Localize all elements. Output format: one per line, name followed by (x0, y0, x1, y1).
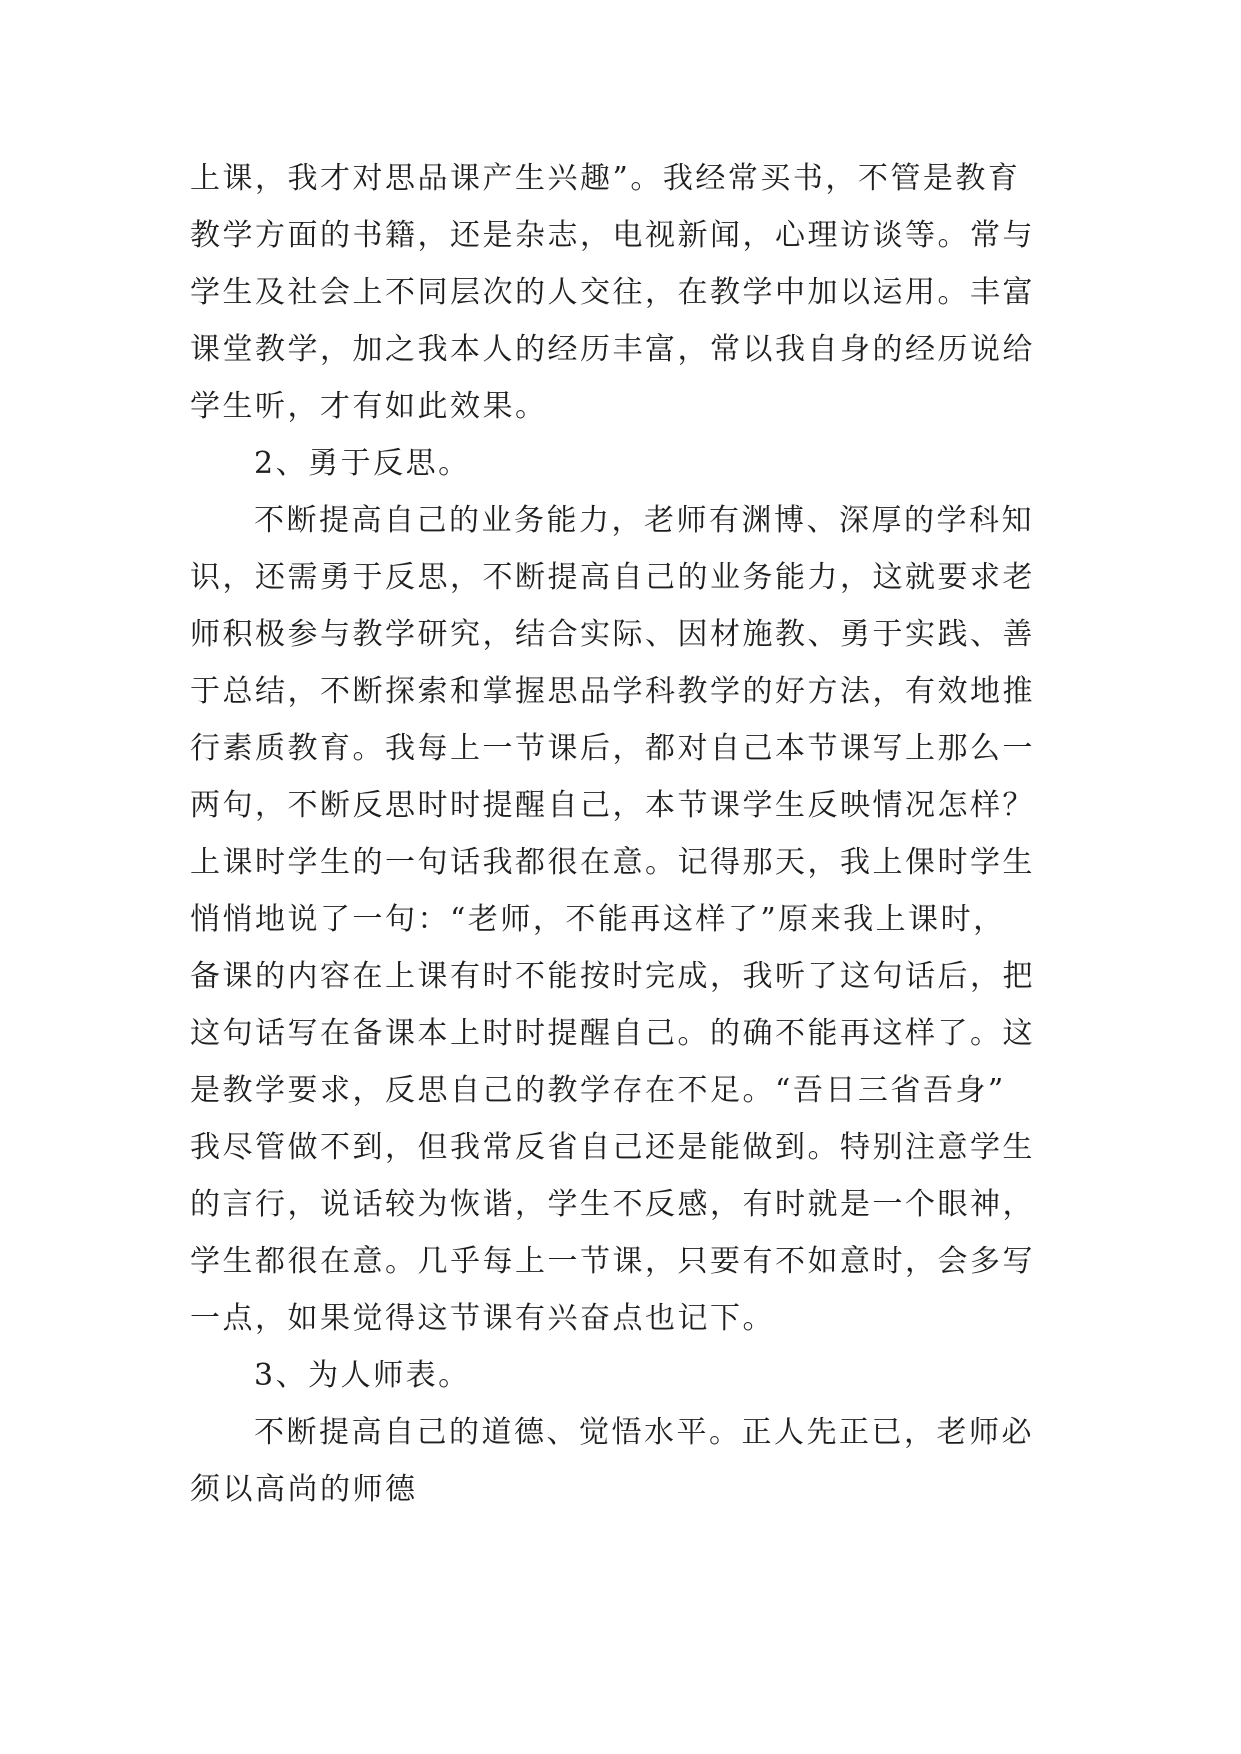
text-line: 课堂教学，加之我本人的经历丰富，常以我自身的经历说给 (190, 332, 1035, 367)
text-line: 是教学要求，反思自己的教学存在不足。“吾日三省吾身” (190, 1073, 1006, 1108)
text-line: 须以高尚的师德 (190, 1472, 418, 1507)
text-line: 悄悄地说了一句：“老师，不能再这样了”原来我上课时， (190, 902, 1006, 937)
text-line: 的言行，说话较为恢谐，学生不反感，有时就是一个眼神， (190, 1187, 1035, 1222)
text-line: 行素质教育。我每上一节课后，都对自己本节课写上那么一 (190, 731, 1035, 766)
paragraph-first-line: 不断提高自己的业务能力，老师有渊博、深厚的学科知 (254, 503, 1034, 538)
text-line: 上课时学生的一句话我都很在意。记得那天，我上倮时学生 (190, 845, 1035, 880)
text-line: 这句话写在备课本上时时提醒自己。的确不能再这样了。这 (190, 1016, 1035, 1051)
text-line: 师积极参与教学研究，结合实际、因材施教、勇于实践、善 (190, 617, 1035, 652)
text-line: 学生听，才有如此效果。 (190, 389, 548, 424)
text-line: 教学方面的书籍，还是杂志，电视新闻，心理访谈等。常与 (190, 218, 1035, 253)
text-line: 于总结，不断探索和掌握思品学科教学的好方法，有效地推 (190, 674, 1035, 709)
text-line: 识，还需勇于反思，不断提高自己的业务能力，这就要求老 (190, 560, 1035, 595)
paragraph-first-line: 不断提高自己的道德、觉悟水平。正人先正已，老师必 (254, 1415, 1034, 1450)
text-line: 我尽管做不到，但我常反省自己还是能做到。特别注意学生 (190, 1130, 1035, 1165)
text-line: 两句，不断反思时时提醒自己，本节课学生反映情况怎样？ (190, 788, 1035, 823)
section-heading: 3、为人师表。 (254, 1358, 471, 1393)
text-line: 学生及社会上不同层次的人交往，在教学中加以运用。丰富 (190, 275, 1035, 310)
text-line: 学生都很在意。几乎每上一节课，只要有不如意时，会多写 (190, 1244, 1035, 1279)
text-line: 备课的内容在上课有时不能按时完成，我听了这句话后，把 (190, 959, 1035, 994)
text-line: 一点，如果觉得这节课有兴奋点也记下。 (190, 1301, 775, 1336)
section-heading: 2、勇于反思。 (254, 446, 471, 481)
text-line: 上课，我才对思品课产生兴趣”。我经常买书，不管是教育 (190, 161, 1021, 196)
